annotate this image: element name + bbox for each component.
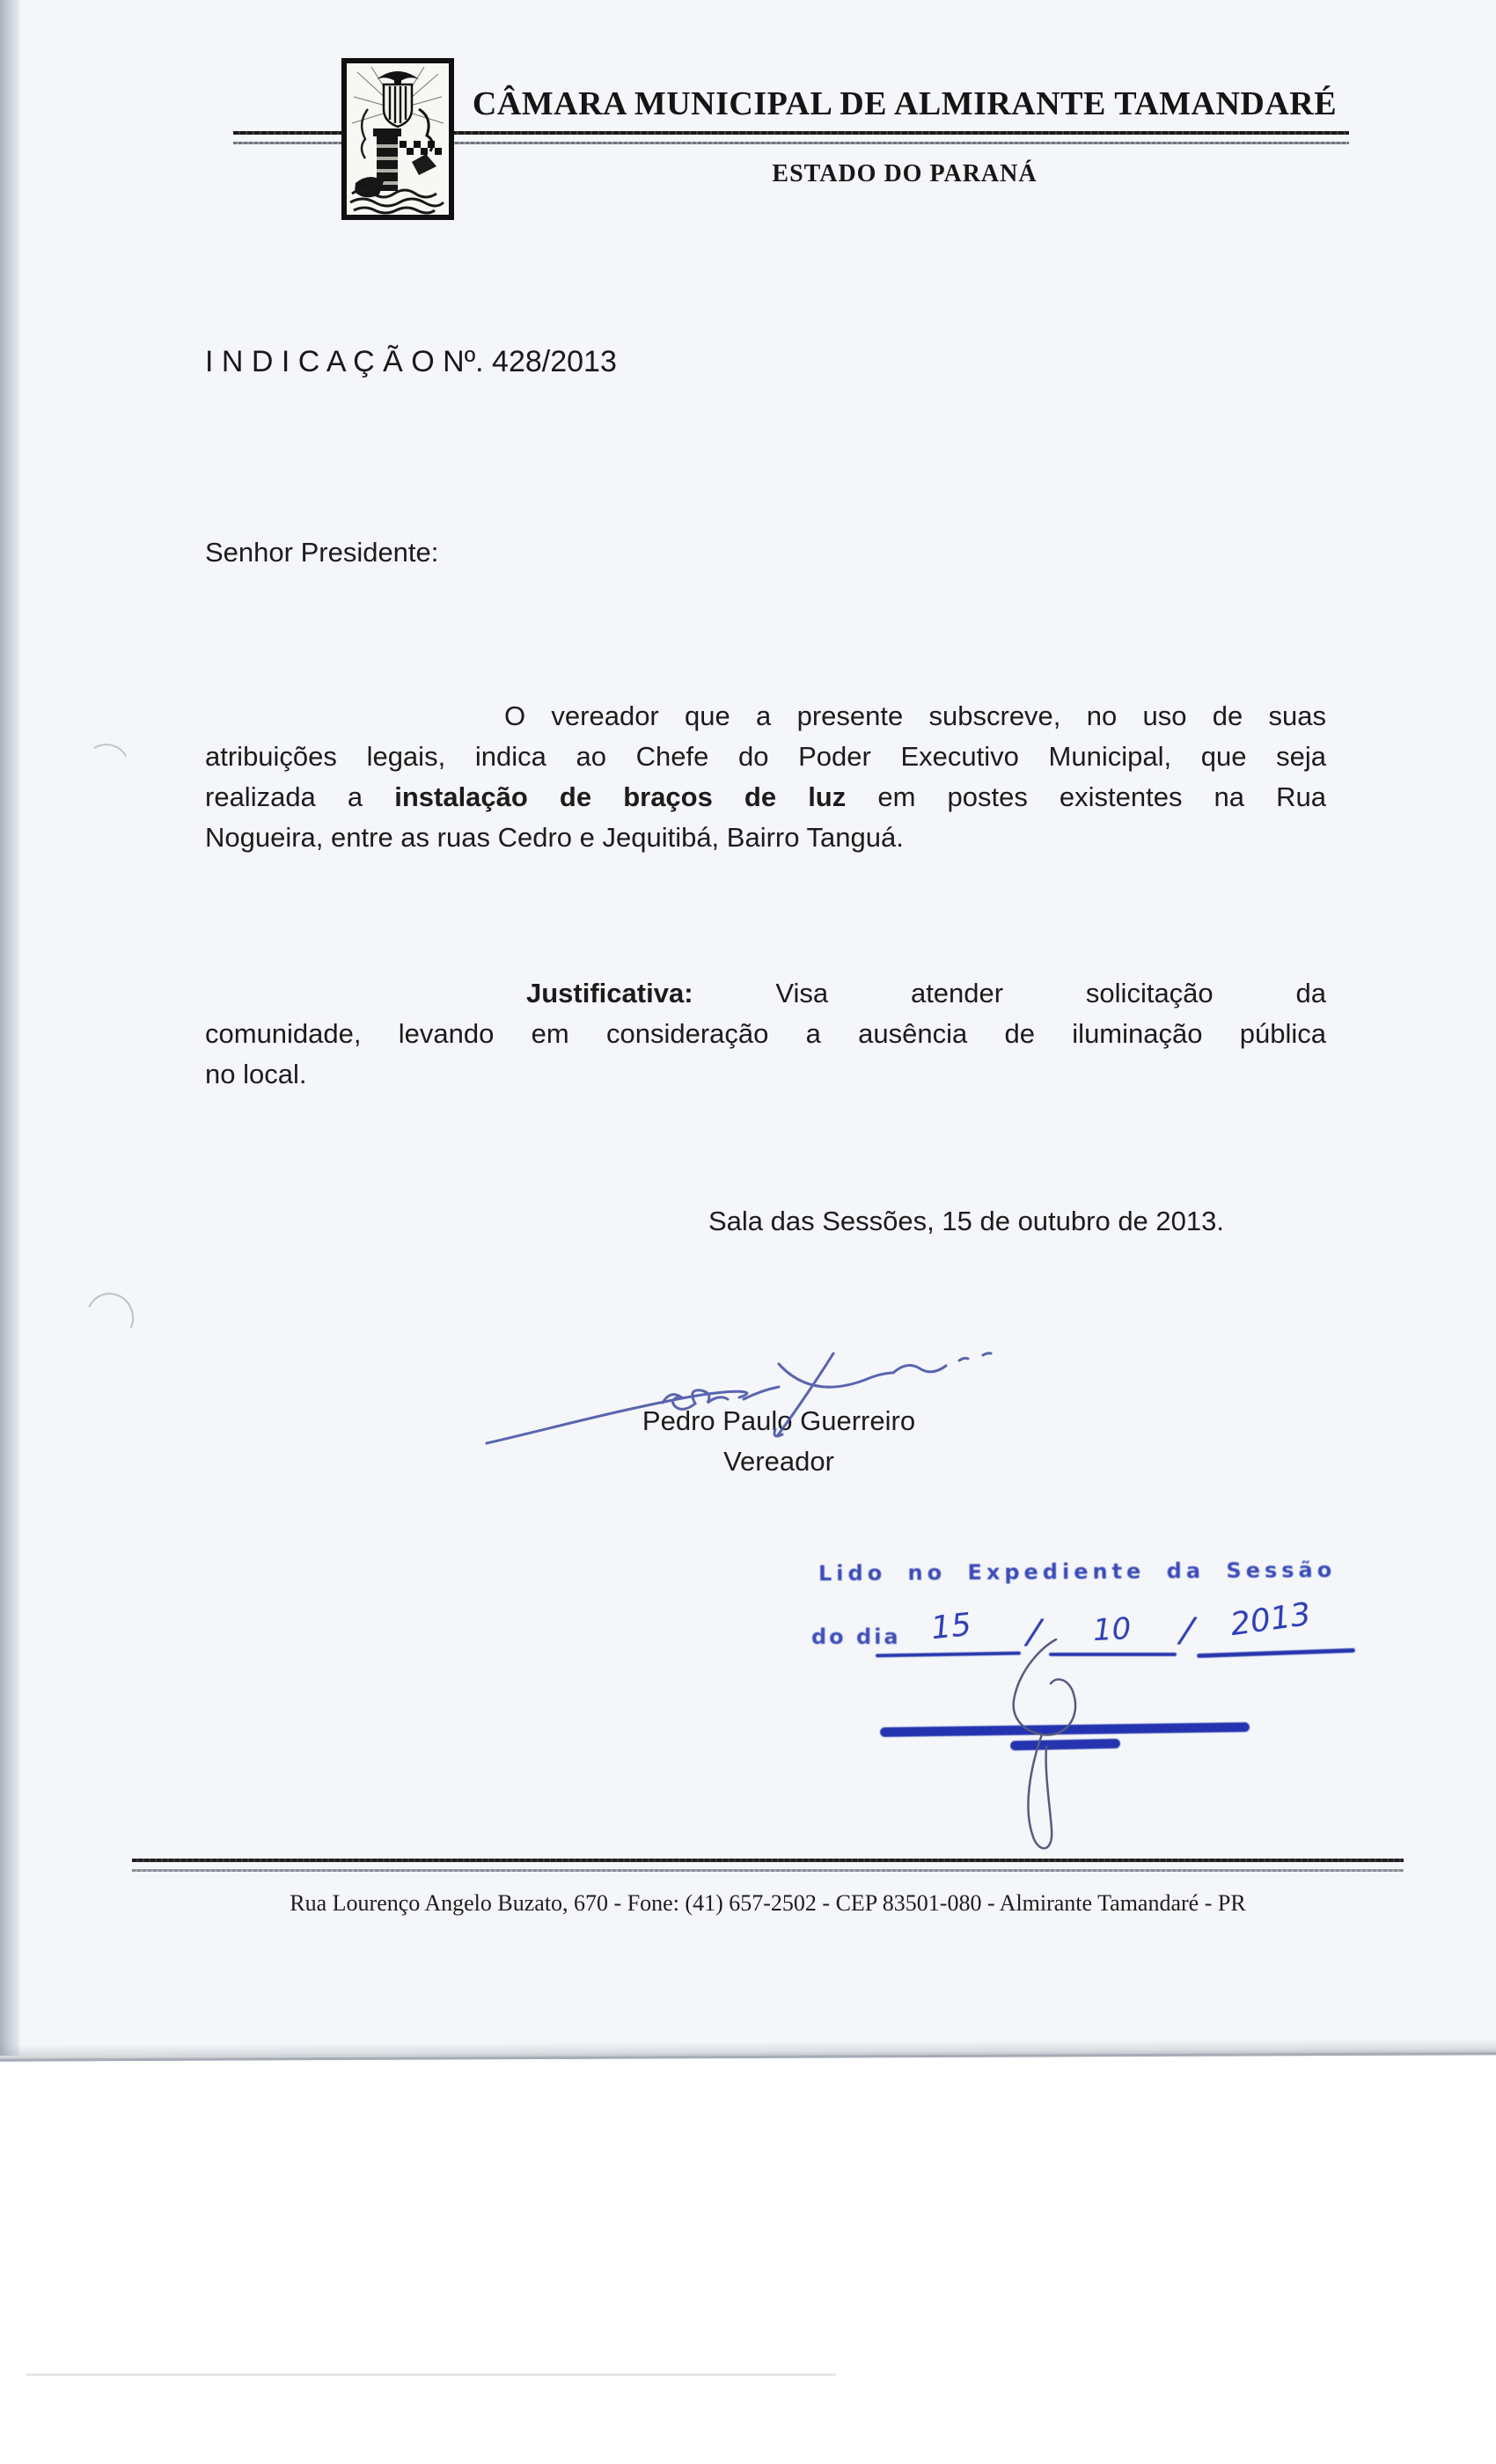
handwritten-slash-2: / bbox=[1178, 1610, 1195, 1652]
signer-name: Pedro Paulo Guerreiro bbox=[642, 1405, 916, 1436]
pen-flourish-ink bbox=[994, 1632, 1126, 1857]
stamp-date-label: do dia bbox=[811, 1624, 901, 1649]
handwritten-slash-1: / bbox=[1025, 1611, 1042, 1654]
session-date-line: Sala das Sessões, 15 de outubro de 2013. bbox=[708, 1206, 1224, 1236]
handwritten-year: 2013 bbox=[1228, 1595, 1314, 1644]
footer-address: Rua Lourenço Angelo Buzato, 670 - Fone: (41) 657-2502 - CEP 83501-080 - Almirante Tamandaré - PR bbox=[290, 1890, 1246, 1916]
stamp-line1: Lido no Expediente da Sessão bbox=[818, 1557, 1337, 1587]
signer-role: Vereador bbox=[723, 1446, 834, 1477]
org-title: CÂMARA MUNICIPAL DE ALMIRANTE TAMANDARÉ bbox=[472, 85, 1338, 122]
body-paragraph: O vereador que a presente subscreve, no uso de suas atribuições legais, indica ao Chefe do Poder Executivo Municipal, que seja realizada a instalação de braços de luz em postes existentes na Rua Nogueira, entre as ruas Cedro e Jequitibá, Bairro Tanguá. bbox=[205, 700, 1326, 853]
footer-rule-thin bbox=[132, 1869, 1404, 1872]
coat-of-arms-icon bbox=[341, 58, 454, 220]
scan-edge-strip bbox=[0, 0, 19, 2056]
signature-ink bbox=[480, 1345, 1034, 1459]
handwritten-day: 15 bbox=[928, 1606, 973, 1647]
state-title: ESTADO DO PARANÁ bbox=[772, 160, 1038, 187]
salutation: Senhor Presidente: bbox=[205, 537, 439, 568]
handwritten-month: 10 bbox=[1091, 1610, 1133, 1649]
footer-rule-thick bbox=[132, 1859, 1404, 1862]
scan-artifact-line bbox=[26, 2373, 836, 2376]
document-number-title: I N D I C A Ç Ã O Nº. 428/2013 bbox=[205, 345, 617, 378]
justification-paragraph: Justificativa: Visa atender solicitação da comunidade, levando em consideração a ausência de iluminação pública no local. bbox=[205, 978, 1326, 1089]
